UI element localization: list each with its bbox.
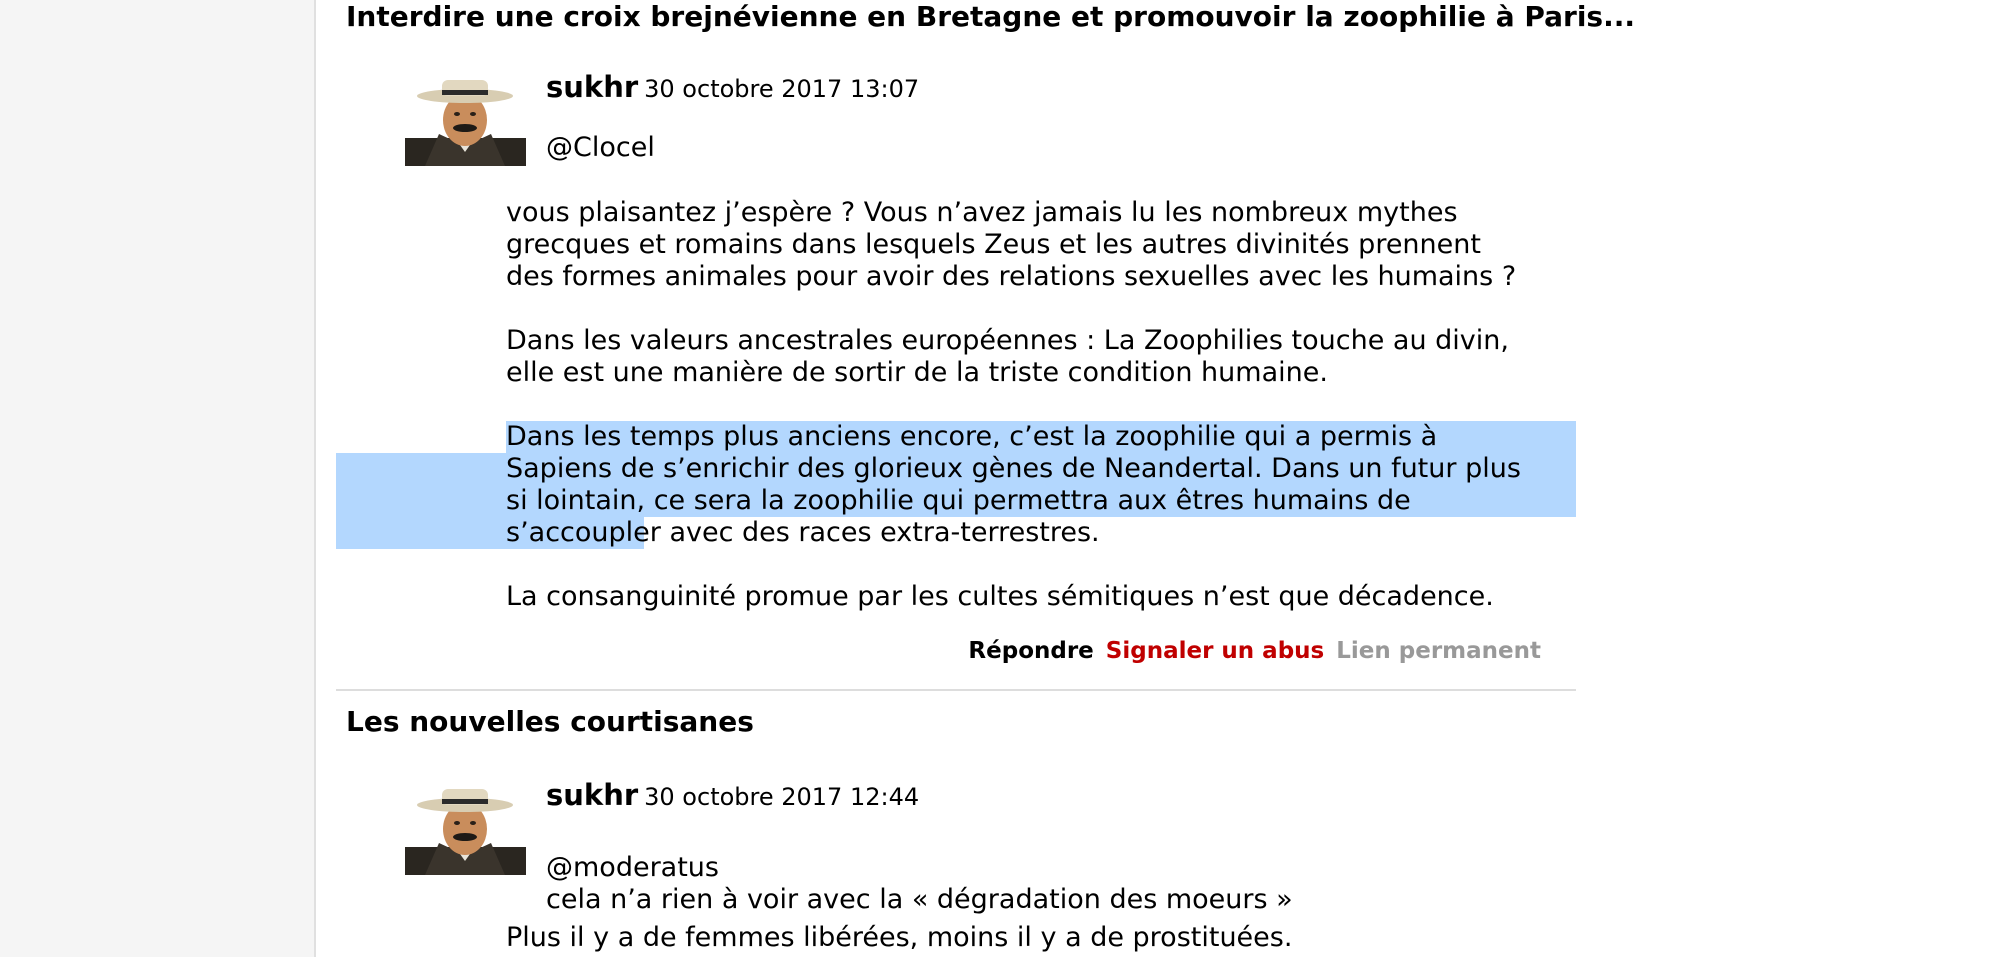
comment-paragraph-selected: Dans les temps plus anciens encore, c’est la zoophilie qui a permis à Sapiens de s’enrichir des glorieux gènes de Neandertal. Dans un futur plus si lointain, ce sera la zoophilie qui permettra aux êtres humains de s’accoupler avec des races extra-terrestres.	[506, 421, 1521, 548]
comment-paragraph: vous plaisantez j’espère ? Vous n’avez jamais lu les nombreux mythes grecques et romains dans lesquels Zeus et les autres divinités prennent des formes animales pour avoir des relations sexuelles avec les humains ?	[506, 197, 1517, 292]
author-name[interactable]: sukhr	[546, 778, 639, 812]
permalink-link[interactable]: Lien permanent	[1336, 638, 1541, 664]
article-title-link[interactable]: Interdire une croix brejnévienne en Bretagne et promouvoir la zoophilie à Paris...	[346, 0, 1635, 33]
mention: @Clocel	[546, 132, 655, 163]
article-title-link[interactable]: Les nouvelles courtisanes	[346, 705, 754, 738]
comment-paragraph: La consanguinité promue par les cultes sémitiques n’est que décadence.	[506, 581, 1494, 612]
comment-paragraph: Dans les valeurs ancestrales européennes : La Zoophilies touche au divin, elle est une manière de sortir de la triste condition humaine.	[506, 325, 1509, 388]
comment-header	[546, 70, 919, 104]
avatar-man-with-hat-icon	[405, 785, 526, 875]
comment-divider	[336, 689, 1576, 691]
quoted-text: cela n’a rien à voir avec la « dégradation des moeurs »	[546, 884, 1293, 915]
reply-link[interactable]: Répondre	[968, 638, 1094, 664]
user-avatar[interactable]	[405, 785, 526, 875]
left-gutter	[0, 0, 316, 957]
comment-header	[546, 778, 919, 812]
comment-actions	[956, 638, 1541, 664]
user-avatar[interactable]	[405, 76, 526, 166]
text-selection-highlight	[336, 453, 506, 549]
comment-paragraph: Plus il y a de femmes libérées, moins il y a de prostituées.	[506, 922, 1293, 953]
comment-date: 30 octobre 2017 13:07	[644, 75, 920, 103]
comment-date: 30 octobre 2017 12:44	[644, 783, 920, 811]
mention: @moderatus	[546, 852, 719, 883]
report-abuse-link[interactable]: Signaler un abus	[1105, 638, 1325, 664]
avatar-man-with-hat-icon	[405, 76, 526, 166]
author-name[interactable]: sukhr	[546, 70, 639, 104]
